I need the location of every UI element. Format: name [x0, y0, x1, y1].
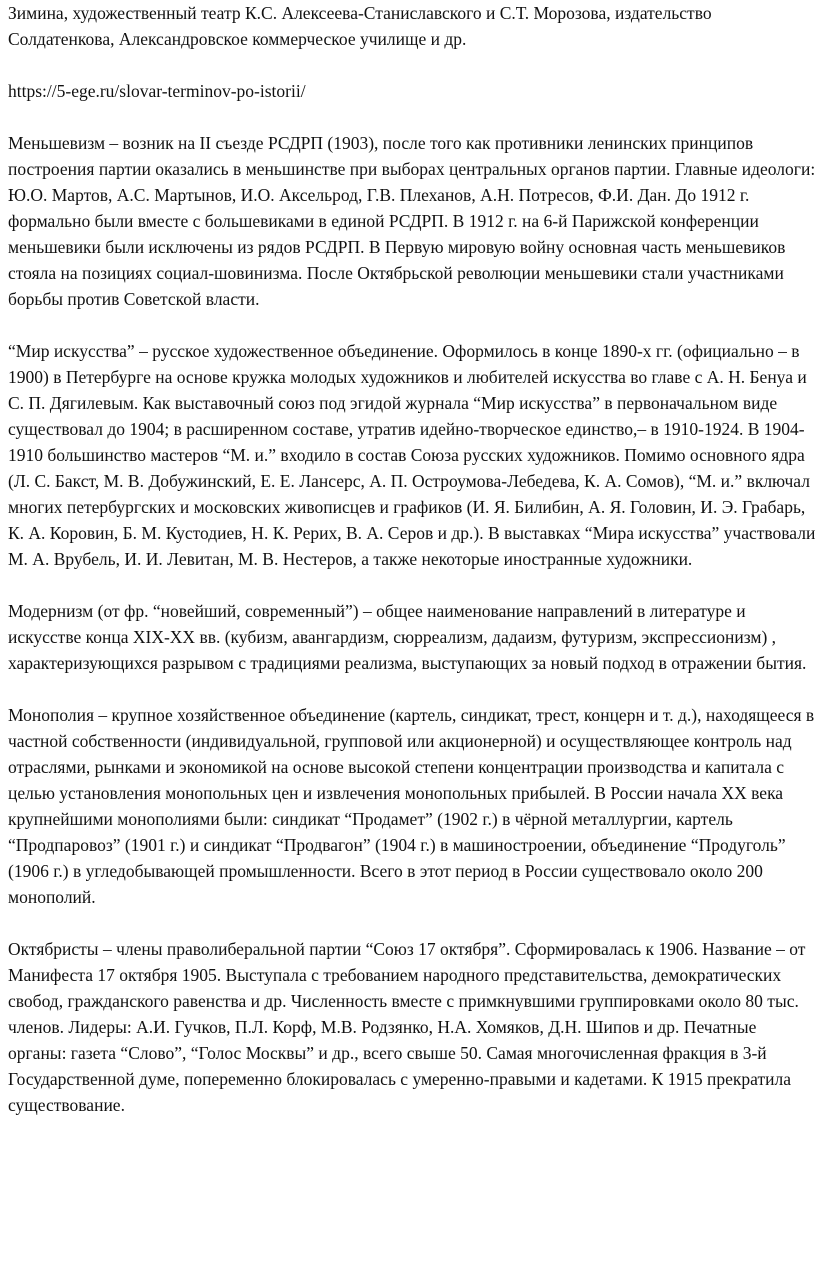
source-link[interactable]: https://5-ege.ru/slovar-terminov-po-istorii/ [8, 81, 306, 101]
entry-octobrists: Октябристы – члены праволиберальной партии “Союз 17 октября”. Сформировалась к 1906. Название – от Манифеста 17 октября 1905. Выступала с требованием народного представительства, демократических свобод, гражданского равенства и др. Численность вместе с примкнувшими группировками около 80 тыс. членов. Лидеры: А.И. Гучков, П.Л. Корф, М.В. Родзянко, Н.А. Хомяков, Д.Н. Шипов и др. Печатные органы: газета “Слово”, “Голос Москвы” и др., всего свыше 50. Самая многочисленная фракция в 3-й Государственной думе, попеременно блокировалась с умеренно-правыми и кадетами. К 1915 прекратила существование. [8, 939, 806, 1115]
entry-menshevism: Меньшевизм – возник на II съезде РСДРП (1903), после того как противники ленинских принципов построения партии оказались в меньшинстве при выборах центральных органов партии. Главные идеологи: Ю.О. Мартов, А.С. Мартынов, И.О. Аксельрод, Г.В. Плеханов, А.Н. Потресов, Ф.И. Дан. До 1912 г. формально были вместе с большевиками в единой РСДРП. В 1912 г. на 6-й Парижской конференции меньшевики были исключены из рядов РСДРП. В Первую мировую войну основная часть меньшевиков стояла на позициях социал-шовинизма. После Октябрьской революции меньшевики стали участниками борьбы против Советской власти. [8, 133, 816, 309]
entry-mir-iskusstva: “Мир искусства” – русское художественное объединение. Оформилось в конце 1890-х гг. (официально – в 1900) в Петербурге на основе кружка молодых художников и любителей искусства во главе с А. Н. Бенуа и С. П. Дягилевым. Как выставочный союз под эгидой журнала “Мир искусства” в первоначальном виде существовал до 1904; в расширенном составе, утратив идейно-творческое единство,– в 1910-1924. В 1904-1910 большинство мастеров “М. и.” входило в состав Союза русских художников. Помимо основного ядра (Л. С. Бакст, М. В. Добужинский, Е. Е. Лансерс, А. П. Остроумова-Лебедева, К. А. Сомов), “М. и.” включал многих петербургских и московских живописцев и графиков (И. Я. Билибин, А. Я. Головин, И. Э. Грабарь, К. А. Коровин, Б. М. Кустодиев, Н. К. Рерих, В. А. Серов и др.). В выставках “Мира искусства” участвовали М. А. Врубель, И. И. Левитан, М. В. Нестеров, а также некоторые иностранные художники. [8, 341, 816, 569]
entry-monopoly: Монополия – крупное хозяйственное объединение (картель, синдикат, трест, концерн и т. д.), находящееся в частной собственности (индивидуальной, групповой или акционерной) и осуществляющее контроль над отраслями, рынками и экономикой на основе высокой степени концентрации производства и капитала с целью установления монопольных цен и извлечения монопольных прибылей. В России начала XX века крупнейшими монополиями были: синдикат “Продамет” (1902 г.) в чёрной металлургии, картель “Продпаровоз” (1901 г.) и синдикат “Продвагон” (1904 г.) в машиностроении, объединение “Продуголь” (1906 г.) в угледобывающей промышленности. Всего в этот период в России существовало около 200 монополий. [8, 705, 815, 907]
entry-modernism: Модернизм (от фр. “новейший, современный”) – общее наименование направлений в литературе и искусстве конца XIX-XX вв. (кубизм, авангардизм, сюрреализм, дадаизм, футуризм, экспрессионизм) , характеризующихся разрывом с традициями реализма, выступающих за новый подход в отражении бытия. [8, 601, 807, 673]
intro-paragraph: Зимина, художественный театр К.С. Алексеева-Станиславского и С.Т. Морозова, издательство Солдатенкова, Александровское коммерческое училище и др. [8, 3, 712, 49]
